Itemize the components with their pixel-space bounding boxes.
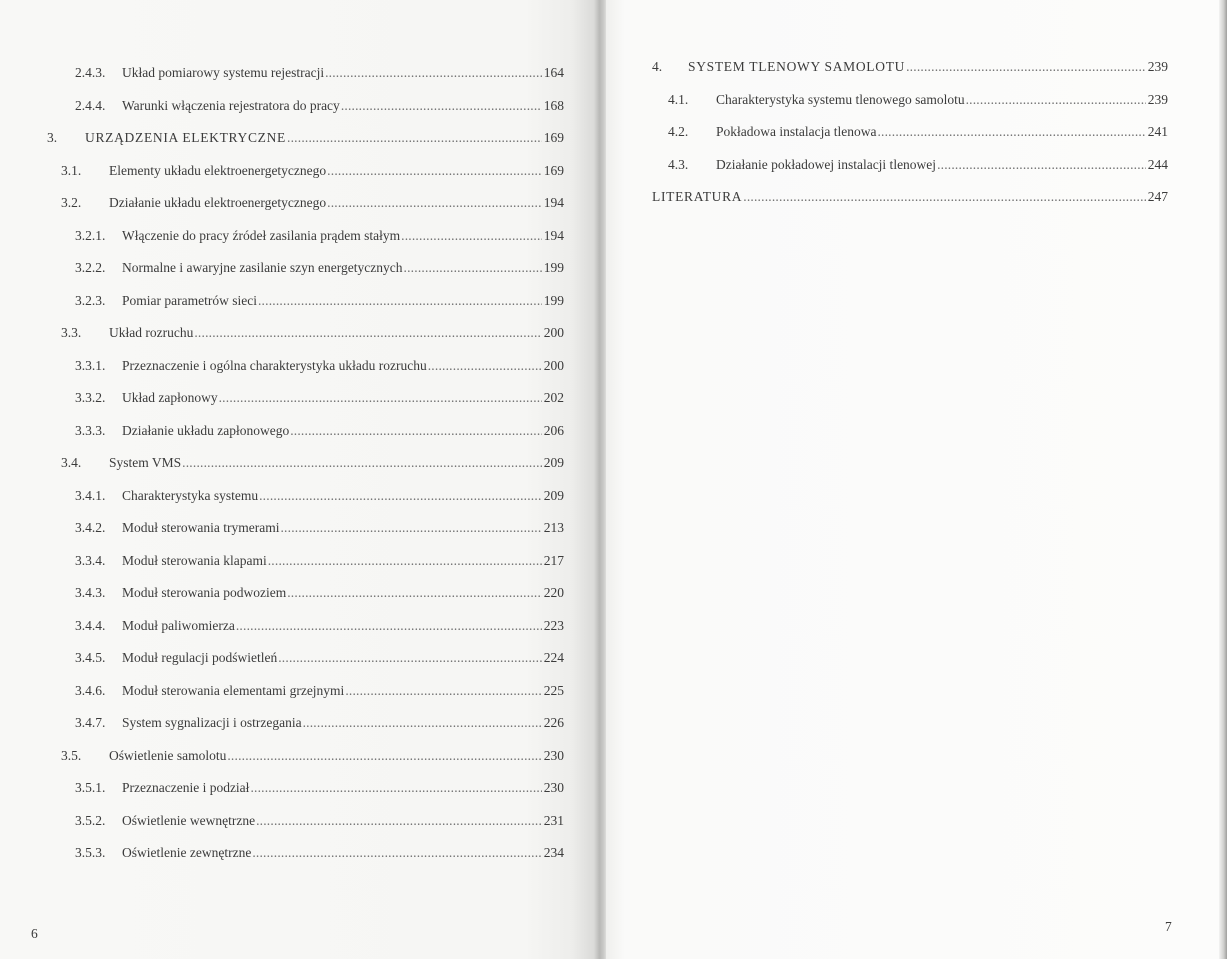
toc-entry-page: 169 [543, 162, 564, 178]
toc-entry-page: 199 [543, 292, 564, 308]
toc-entry-number: 3.2.2. [75, 260, 106, 275]
toc-entry-number: 3.3.4. [75, 552, 106, 568]
toc-leader-dots [236, 618, 542, 634]
toc-leader-dots [966, 92, 1146, 108]
toc-entry [0, 285, 564, 318]
toc-entry [0, 155, 564, 188]
toc-entry-page: 247 [1147, 189, 1168, 205]
toc-entry [0, 90, 564, 123]
toc-entry-title: Działanie układu elektroenergetycznego [109, 195, 327, 211]
toc-entry-number: 4.2. [668, 124, 689, 139]
toc-entry-number: 4. [652, 59, 663, 74]
toc-entry [0, 545, 564, 578]
toc-entry-number: 3.4.6. [75, 682, 106, 698]
toc-bibliography-entry [606, 181, 1168, 214]
toc-entry-title: Włączenie do pracy źródeł zasilania prądem stałym [122, 227, 401, 243]
toc-leader-dots [252, 845, 541, 861]
toc-entry-title: Działanie pokładowej instalacji tlenowej [716, 156, 937, 172]
toc-entry-title: Oświetlenie samolotu [109, 747, 227, 763]
toc-entry-number: 3.2.1. [75, 227, 106, 243]
toc-leader-dots [287, 130, 542, 146]
toc-entry-page: 239 [1147, 59, 1168, 75]
toc-entry-title: Pokładowa instalacja tlenowa [716, 124, 877, 140]
toc-leader-dots [404, 260, 542, 276]
toc-entry-title: LITERATURA [652, 189, 743, 205]
toc-entry-page: 206 [543, 422, 564, 438]
toc-entry [0, 350, 564, 383]
toc-entry-number: 3.5.3. [75, 845, 106, 860]
toc-leader-dots [278, 650, 542, 666]
toc-entry-title: Charakterystyka systemu tlenowego samolotu [716, 91, 965, 107]
toc-entry-page: 223 [543, 617, 564, 633]
toc-entry-number: 3. [47, 130, 58, 145]
toc-entry [0, 57, 564, 90]
toc-chapter-title: URZĄDZENIA ELEKTRYCZNE [85, 130, 287, 146]
toc-entry [0, 837, 564, 870]
toc-entry-number: 3.1. [61, 162, 82, 178]
toc-entry-number: 3.4.5. [75, 650, 106, 665]
toc-leader-dots [428, 358, 542, 374]
toc-entry-page: 209 [543, 487, 564, 503]
toc-entry-page: 202 [543, 390, 564, 406]
toc-entry-page: 200 [543, 325, 564, 341]
toc-entry-title: Normalne i awaryjne zasilanie szyn energetycznych [122, 260, 403, 276]
toc-entry-page: 230 [543, 747, 564, 763]
toc-leader-dots [743, 189, 1146, 205]
toc-left-page [0, 57, 564, 870]
toc-entry-number: 3.3.2. [75, 390, 106, 405]
toc-leader-dots [937, 157, 1146, 173]
toc-entry-page: 169 [543, 130, 564, 146]
toc-entry-title: Przeznaczenie i ogólna charakterystyka układu rozruchu [122, 357, 427, 373]
toc-entry-page: 234 [543, 845, 564, 861]
toc-entry [606, 149, 1168, 182]
toc-leader-dots [250, 780, 541, 796]
toc-leader-dots [258, 293, 542, 309]
toc-entry [606, 116, 1168, 149]
toc-leader-dots [341, 98, 542, 114]
toc-chapter-entry [0, 122, 564, 155]
toc-entry-page: 199 [543, 260, 564, 276]
toc-leader-dots [345, 683, 541, 699]
toc-entry-number: 3.2. [61, 195, 82, 210]
toc-entry-page: 194 [543, 227, 564, 243]
toc-leader-dots [227, 748, 541, 764]
toc-entry-title: Moduł sterowania klapami [122, 552, 267, 568]
toc-entry [0, 447, 564, 480]
toc-entry-title: Moduł sterowania trymerami [122, 520, 280, 536]
toc-entry [0, 317, 564, 350]
toc-entry [0, 415, 564, 448]
toc-leader-dots [259, 488, 542, 504]
toc-entry [0, 642, 564, 675]
toc-entry [0, 512, 564, 545]
toc-entry-page: 230 [543, 780, 564, 796]
toc-entry [0, 610, 564, 643]
toc-entry [0, 480, 564, 513]
toc-entry-title: Elementy układu elektroenergetycznego [109, 162, 327, 178]
toc-leader-dots [325, 65, 542, 81]
toc-entry-title: System VMS [109, 455, 182, 471]
toc-leader-dots [906, 59, 1146, 75]
toc-leader-dots [268, 553, 542, 569]
toc-entry-number: 3.3.1. [75, 357, 106, 373]
toc-entry-page: 217 [543, 552, 564, 568]
toc-entry-title: Warunki włączenia rejestratora do pracy [122, 97, 340, 113]
toc-entry-page: 220 [543, 585, 564, 601]
toc-entry [0, 707, 564, 740]
toc-entry-page: 239 [1147, 91, 1168, 107]
toc-right-page [606, 51, 1168, 214]
toc-entry-title: Moduł regulacji podświetleń [122, 650, 278, 666]
toc-leader-dots [401, 228, 542, 244]
toc-entry-number: 3.5.2. [75, 812, 106, 828]
toc-leader-dots [303, 715, 542, 731]
toc-entry-number: 2.4.4. [75, 97, 106, 113]
toc-entry-page: 194 [543, 195, 564, 211]
toc-entry-title: Działanie układu zapłonowego [122, 422, 290, 438]
right-page-number: 7 [1165, 919, 1172, 934]
toc-leader-dots [256, 813, 542, 829]
toc-entry-title: Układ pomiarowy systemu rejestracji [122, 65, 325, 81]
toc-entry-page: 224 [543, 650, 564, 666]
toc-entry [0, 187, 564, 220]
toc-chapter-title: SYSTEM TLENOWY SAMOLOTU [688, 59, 906, 75]
toc-leader-dots [290, 423, 542, 439]
toc-entry-number: 3.4. [61, 455, 82, 470]
toc-entry-title: Pomiar parametrów sieci [122, 292, 257, 308]
toc-entry-number: 3.3.3. [75, 422, 106, 438]
toc-leader-dots [182, 455, 542, 471]
toc-entry-title: Moduł sterowania podwoziem [122, 585, 287, 601]
scan-edge [1219, 0, 1227, 959]
toc-entry-page: 168 [543, 97, 564, 113]
toc-entry-number: 3.4.2. [75, 520, 106, 535]
toc-entry [606, 84, 1168, 117]
toc-entry-number: 2.4.3. [75, 65, 106, 80]
toc-leader-dots [280, 520, 541, 536]
toc-entry-page: 225 [543, 682, 564, 698]
left-page-number: 6 [31, 926, 38, 941]
toc-leader-dots [219, 390, 542, 406]
toc-entry-number: 3.4.7. [75, 715, 106, 730]
toc-entry-title: System sygnalizacji i ostrzegania [122, 715, 302, 731]
toc-entry-page: 244 [1147, 156, 1168, 172]
toc-entry-page: 231 [543, 812, 564, 828]
toc-leader-dots [327, 195, 542, 211]
toc-entry-title: Oświetlenie wewnętrzne [122, 812, 256, 828]
toc-entry [0, 220, 564, 253]
toc-entry-number: 3.4.1. [75, 487, 106, 503]
toc-entry-number: 3.5. [61, 747, 82, 763]
toc-entry-number: 3.3. [61, 325, 82, 340]
toc-entry-title: Charakterystyka systemu [122, 487, 259, 503]
toc-entry-title: Moduł paliwomierza [122, 617, 235, 633]
toc-entry [0, 772, 564, 805]
toc-entry-page: 164 [543, 65, 564, 81]
toc-chapter-entry [606, 51, 1168, 84]
toc-entry-number: 3.4.4. [75, 617, 106, 633]
toc-leader-dots [327, 163, 542, 179]
toc-entry-page: 200 [543, 357, 564, 373]
toc-entry [0, 252, 564, 285]
toc-entry-number: 4.1. [668, 91, 689, 107]
toc-entry [0, 382, 564, 415]
toc-entry-number: 3.5.1. [75, 780, 106, 795]
toc-entry-title: Układ rozruchu [109, 325, 194, 341]
toc-entry-title: Układ zapłonowy [122, 390, 218, 406]
toc-leader-dots [194, 325, 541, 341]
toc-entry-page: 226 [543, 715, 564, 731]
toc-entry-title: Moduł sterowania elementami grzejnymi [122, 682, 345, 698]
toc-entry [0, 577, 564, 610]
toc-entry-number: 3.4.3. [75, 585, 106, 600]
toc-leader-dots [287, 585, 542, 601]
toc-leader-dots [877, 124, 1145, 140]
toc-entry-number: 4.3. [668, 156, 689, 172]
toc-entry [0, 675, 564, 708]
toc-entry [0, 740, 564, 773]
toc-entry-number: 3.2.3. [75, 292, 106, 308]
toc-entry-title: Przeznaczenie i podział [122, 780, 250, 796]
toc-entry-page: 241 [1147, 124, 1168, 140]
toc-entry-page: 213 [543, 520, 564, 536]
toc-entry-title: Oświetlenie zewnętrzne [122, 845, 252, 861]
toc-entry-page: 209 [543, 455, 564, 471]
toc-entry [0, 805, 564, 838]
